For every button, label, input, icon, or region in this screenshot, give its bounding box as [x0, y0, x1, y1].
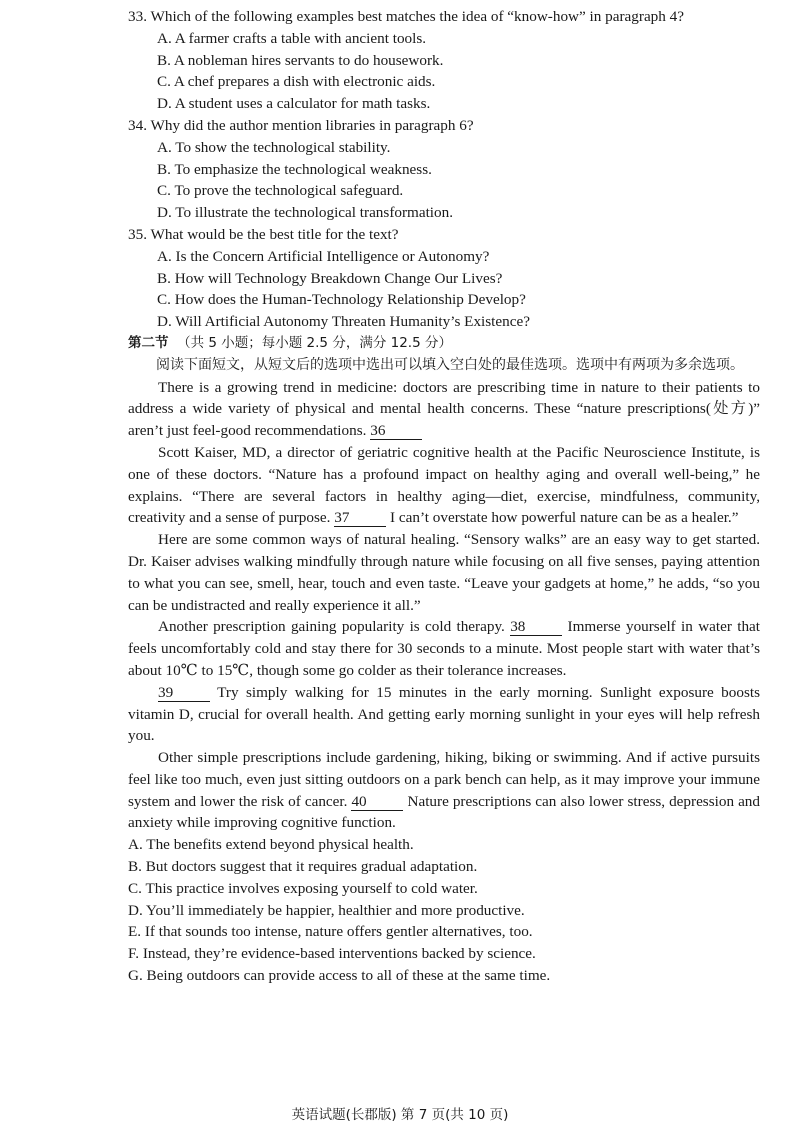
- answer-option-b: B. But doctors suggest that it requires gradual adaptation.: [128, 858, 478, 876]
- section-scoring: （共 5 小题；每小题 2.5 分，满分 12.5 分）: [177, 334, 452, 351]
- blank-37: 37: [334, 509, 386, 527]
- question-stem: [0, 115, 800, 137]
- answer-option-c: C. This practice involves exposing yourself to cold water.: [128, 879, 478, 897]
- section-instruction: 阅读下面短文，从短文后的选项中选出可以填入空白处的最佳选项。选项中有两项为多余选项。: [156, 356, 744, 373]
- option-c: C. A chef prepares a dish with electronic aids.: [157, 73, 436, 91]
- question-number: 33.: [128, 8, 147, 25]
- paragraph-text: Another prescription gaining popularity is cold therapy.: [158, 618, 505, 636]
- option-a: A. To show the technological stability.: [157, 138, 391, 156]
- option-b: B. How will Technology Breakdown Change Our Lives?: [157, 269, 503, 287]
- paragraph-text: Try simply walking for 15 minutes in the early morning. Sunlight exposure boosts vitamin D, crucial for overall health. And getting early morning sunlight in your eyes will help refresh you.: [128, 683, 760, 745]
- option-d: D. To illustrate the technological transformation.: [157, 204, 453, 222]
- answer-option-f: F. Instead, they’re evidence-based interventions backed by science.: [128, 945, 536, 963]
- section-title: 第二节: [128, 334, 169, 351]
- option-d: D. A student uses a calculator for math tasks.: [157, 95, 431, 113]
- question-number: 34.: [128, 116, 147, 134]
- passage-paragraph-4: [0, 616, 800, 681]
- question-number: 35.: [128, 225, 147, 243]
- passage-paragraph-6: [0, 747, 800, 834]
- paragraph-text: Scott Kaiser, MD, a director of geriatric cognitive health at the Pacific Neuroscience Institute, is one of these doctors. “Nature has a profound impact on healthy aging and overall well-being,” he explains. “There are several factors in healthy aging—diet, exercise, mindfulness, community, creativity and a sense of purpose.: [128, 443, 760, 527]
- passage-paragraph-2: [0, 442, 800, 529]
- question-stem: [0, 224, 800, 246]
- question-34: [0, 115, 800, 224]
- question-stem: [0, 6, 800, 28]
- paragraph-text: Other simple prescriptions include gardening, hiking, biking or swimming. And if active pursuits feel like too much, even just sitting outdoors on a park bench can help, as it may improve your immune system and lower the risk of cancer.: [128, 749, 760, 810]
- blank-38: 38: [510, 618, 562, 636]
- question-text: Why did the author mention libraries in paragraph 6?: [150, 116, 474, 134]
- exam-page: [0, 6, 800, 987]
- answer-option-g: G. Being outdoors can provide access to all of these at the same time.: [128, 967, 551, 985]
- blank-39: 39: [158, 684, 210, 702]
- passage-paragraph-5: [0, 682, 800, 747]
- passage-paragraph-3: Here are some common ways of natural healing. “Sensory walks” are an easy way to get started. Dr. Kaiser advises walking mindfully through nature while focusing on all five senses, paying attention to what you can see, smell, hear, touch and even taste. “Leave your gadgets at home,” he adds, “so you can be undistracted and really experience it all.”: [128, 531, 760, 614]
- option-a: A. A farmer crafts a table with ancient tools.: [157, 29, 427, 47]
- question-35: [0, 224, 800, 333]
- blank-40: 40: [351, 793, 403, 811]
- section-header: [0, 333, 800, 355]
- answer-option-e: E. If that sounds too intense, nature offers gentler alternatives, too.: [128, 923, 533, 941]
- question-text: Which of the following examples best matches the idea of “know-how” in paragraph 4?: [150, 8, 685, 25]
- question-33: [0, 6, 800, 115]
- page-footer: 英语试题(长郡版) 第 7 页(共 10 页): [291, 1107, 509, 1123]
- paragraph-text: There is a growing trend in medicine: doctors are prescribing time in nature to their patients to address a wide variety of physical and mental health concerns. These “nature prescriptions(处方)” aren’t just feel-good recommendations.: [128, 378, 760, 440]
- blank-36: 36: [370, 422, 422, 440]
- option-b: B. To emphasize the technological weakness.: [157, 160, 432, 178]
- paragraph-text: I can’t overstate how powerful nature can be as a healer.”: [390, 509, 739, 527]
- passage-paragraph-1: [0, 377, 800, 442]
- answer-option-a: A. The benefits extend beyond physical health.: [128, 836, 414, 854]
- option-b: B. A nobleman hires servants to do housework.: [157, 51, 444, 69]
- option-a: A. Is the Concern Artificial Intelligence or Autonomy?: [157, 247, 490, 265]
- option-c: C. To prove the technological safeguard.: [157, 182, 404, 200]
- answer-options: [0, 834, 800, 987]
- answer-option-d: D. You’ll immediately be happier, healthier and more productive.: [128, 901, 525, 919]
- paragraph-text: Immerse yourself in water that feels uncomfortably cold and stay there for 30 seconds to a minute. Most people start with water that’s about 10℃ to 15℃, though some go colder as their tolerance increases.: [128, 618, 761, 679]
- question-text: What would be the best title for the text?: [150, 225, 399, 243]
- option-c: C. How does the Human-Technology Relationship Develop?: [157, 291, 526, 309]
- paragraph-text: Nature prescriptions can also lower stress, depression and anxiety while improving cognitive function.: [128, 792, 760, 832]
- option-d: D. Will Artificial Autonomy Threaten Humanity’s Existence?: [157, 313, 530, 331]
